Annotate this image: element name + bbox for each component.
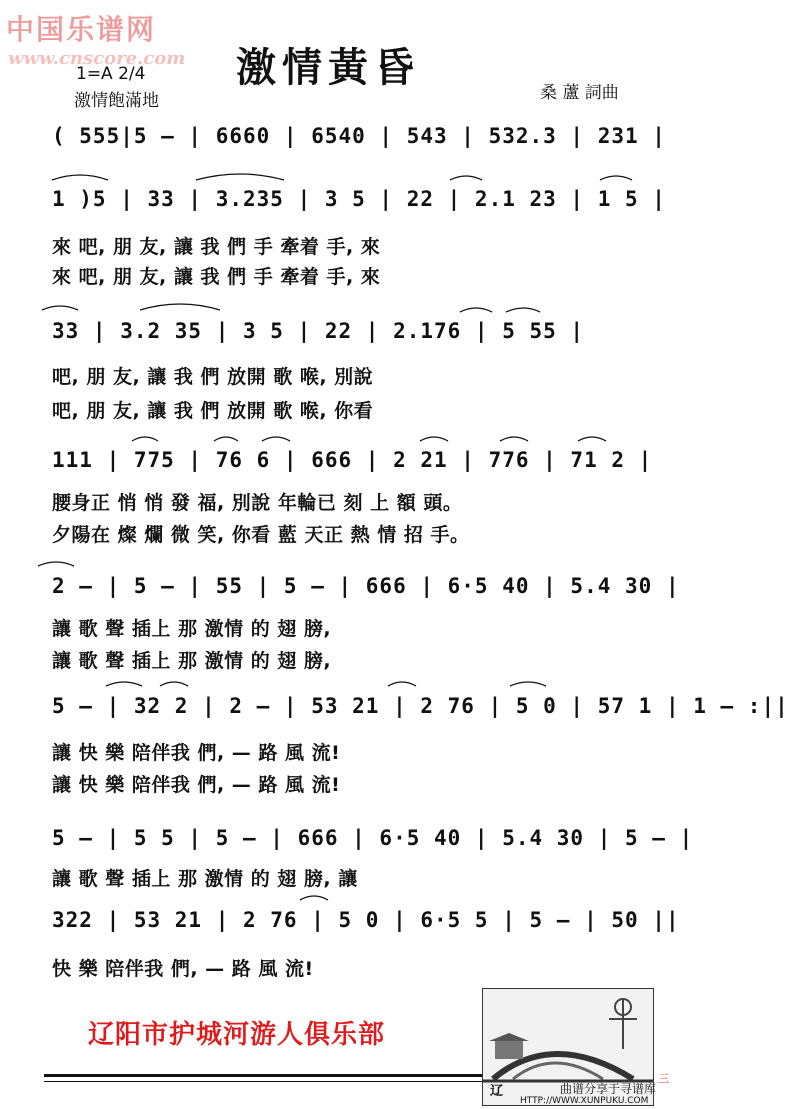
slur [460, 308, 492, 312]
lyric-row-5-verse-2: 讓 歌 聲 插上 那 激情 的 翅 膀, [52, 650, 332, 672]
slur [300, 896, 328, 900]
slur [578, 437, 606, 441]
song-title: 激情黃昏 [236, 45, 420, 91]
footer-rule-thick [44, 1074, 482, 1077]
logo-url: HTTP://WWW.XUNPUKU.COM [520, 1096, 649, 1106]
slur [160, 682, 188, 686]
lyric-row-8: 快 樂 陪伴我 們, — 路 風 流! [52, 958, 314, 980]
lyric-row-2-verse-2: 來 吧, 朋 友, 讓 我 們 手 牽着 手, 來 [52, 266, 381, 288]
tempo-marking: 激情飽滿地 [74, 91, 159, 111]
key-signature: 1=A 2/4 [76, 64, 146, 84]
notation-row-7: 5 – | 5 5 | 5 – | 666 | 6·5 40 | 5.4 30 | 5 – | [52, 826, 694, 850]
notation-row-6: 5 – | 32 2 | 2 – | 53 21 | 2 76 | 5 0 | 57 1 | 1 – :|| [52, 694, 789, 718]
slur [106, 682, 142, 686]
footer-rule-thin [44, 1081, 482, 1082]
slur [42, 306, 78, 310]
club-name: 辽阳市护城河游人俱乐部 [88, 1020, 386, 1050]
slur [52, 175, 108, 180]
slur [38, 562, 74, 566]
slur [600, 176, 632, 180]
notation-row-3: 33 | 3.2 35 | 3 5 | 22 | 2.176 | 5 55 | [52, 319, 585, 343]
logo-mark: 辽 [490, 1084, 504, 1099]
slur [196, 174, 284, 180]
slur [132, 437, 158, 441]
lyric-row-4-verse-1: 腰身正 悄 悄 發 福, 別說 年輪已 刻 上 額 頭。 [52, 492, 463, 514]
slur [500, 437, 528, 441]
slur [388, 682, 416, 686]
lyric-row-3-verse-1: 吧, 朋 友, 讓 我 們 放開 歌 喉, 別說 [52, 366, 374, 388]
slur [262, 437, 290, 441]
composer-credit: 桑 蘆 詞曲 [540, 83, 619, 103]
lyric-row-5-verse-1: 讓 歌 聲 插上 那 激情 的 翅 膀, [52, 618, 332, 640]
lyric-row-6-verse-1: 讓 快 樂 陪伴我 們, — 路 風 流! [52, 742, 341, 764]
slur [450, 176, 482, 180]
lyric-row-7: 讓 歌 聲 插上 那 激情 的 翅 膀, 讓 [52, 868, 358, 890]
corner-mark: 三 [658, 1072, 669, 1085]
notation-row-8: 322 | 53 21 | 2 76 | 5 0 | 6·5 5 | 5 – | 50 || [52, 908, 680, 932]
notation-row-4: 111 | 775 | 76 6 | 666 | 2 21 | 776 | 71 2 | [52, 448, 653, 472]
slur [214, 437, 238, 441]
lyric-row-4-verse-2: 夕陽在 燦 爛 微 笑, 你看 藍 天正 熱 情 招 手。 [52, 524, 470, 546]
slur [506, 308, 540, 312]
slur [510, 682, 546, 686]
notation-row-2: 1 )5 | 33 | 3.235 | 3 5 | 22 | 2.1 23 | 1 5 | [52, 187, 666, 211]
lyric-row-2-verse-1: 來 吧, 朋 友, 讓 我 們 手 牽着 手, 來 [52, 236, 381, 258]
lyric-row-3-verse-2: 吧, 朋 友, 讓 我 們 放開 歌 喉, 你看 [52, 400, 374, 422]
watermark-url: www.cnscore.com [8, 48, 186, 69]
logo-caption: 曲谱分享于寻谱库 [560, 1082, 657, 1096]
watermark-site-name: 中国乐谱网 [6, 13, 157, 46]
slur [140, 304, 220, 310]
slur [420, 437, 448, 441]
notation-row-5: 2 – | 5 – | 55 | 5 – | 666 | 6·5 40 | 5.4 30 | [52, 574, 680, 598]
lyric-row-6-verse-2: 讓 快 樂 陪伴我 們, — 路 風 流! [52, 774, 341, 796]
notation-row-1: ( 555|5 – | 6660 | 6540 | 543 | 532.3 | 231 | [52, 124, 666, 148]
